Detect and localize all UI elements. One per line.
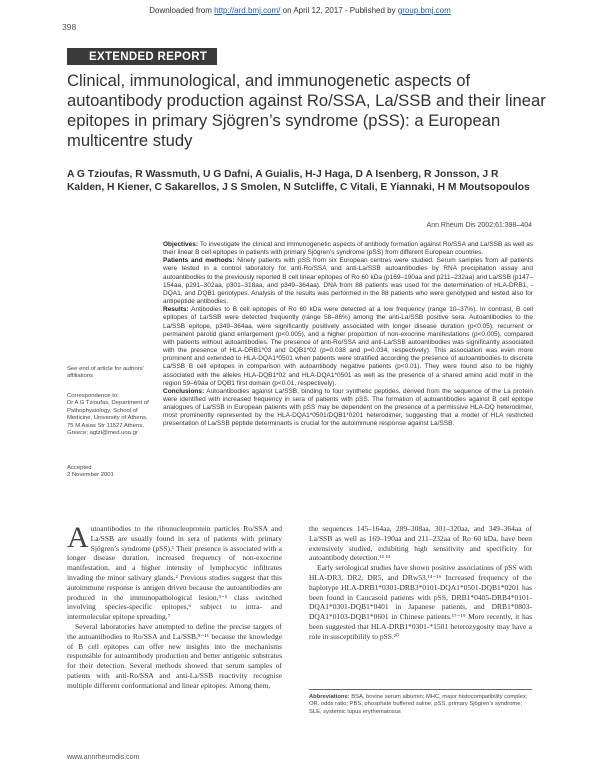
abstract-conclusions bbox=[163, 388, 533, 429]
abstract-results bbox=[163, 306, 533, 388]
abbreviations-box bbox=[309, 689, 532, 716]
abstract-objectives bbox=[163, 241, 533, 257]
intro-paragraph-3: the sequences 145–164aa, 289–308aa, 301–320aa, and 349–364aa of La/SSB as well as 169–190aa and 211–232aa of Ro 60 kDa, have been extensively studied, exhibiting high sensitivity and specificity for autoantibody detection.¹² ¹³ bbox=[309, 524, 532, 563]
abbreviations-heading: Abbreviations: bbox=[309, 694, 350, 700]
accepted-date: 2 November 2001 bbox=[67, 472, 114, 479]
affiliations-note[interactable]: See end of article for authors’ affiliations bbox=[67, 366, 144, 380]
correspondence-label: Correspondence to: bbox=[67, 393, 119, 399]
body-column-right bbox=[309, 524, 532, 642]
abstract bbox=[163, 241, 533, 429]
results-text: Antibodies to B cell epitopes of Ro 60 kDa were detected at a low frequency (range 10–37%). In contrast, B cell epitopes of La/SSB were detected frequently (range 58–86%) among the anti-La/SSB positive sera. Autoantibodies to the La/SSB epitope, p349–364aa, were significantly positively associated with longer disease duration (p<0.05), recurrent or permanent parotid gland enlargement (p<0.005), and a higher proportion of non-exocrine manifestations (p<0.005), compared with patients without autoantibodies. The presence of anti-Ro/SSA and anti-La/SSB autoantibodies was significantly associated with the presence of HLA-DRB1*03 and DQB1*02 (p=0.038 and p=0.034, respectively). This association was even more prominent and extended to HLA-DQA1*0501 when patients were stratified according the presence of autoantibodies to discrete La/SSB B cell epitopes in comparison with autoantibody negative patients (p<0.01). They were found also to be highly associated with the alleles HLA-DQB1*02 and HLA-DQA1*0501 as well as the presence of a shared amino acid motif in the region 59–69aa of DQB1 first domain (p<0.01, respectively). bbox=[163, 306, 533, 387]
footer-url[interactable]: www.annrheumdis.com bbox=[67, 754, 140, 761]
correspondence-address: Dr A G Tzioufas, Department of Pathophysiology, School of Medicine, University of Athens, 75 M Asias Str 11527 Athens, Greece; agtzi@med.uoa.gr bbox=[67, 400, 149, 437]
intro-paragraph-4: Early serological studies have shown positive associations of pSS with HLA-DR3, DR2, DR5, and DRw53.¹⁴⁻¹⁶ Increased frequency of the haplotype HLA-DRB1*0301-DRB3*0101-DQA1*0501-DQB1*0201 has been found in Caucasoid patients with pSS, DRB1*0405-DRB4*0101-DQA1*0301-DQB1*0401 in Japanese patients, and DRB1*0803-DQA1*0103-DQB1*0601 in Chinese patients.¹⁷⁻¹⁹ More recently, it has been suggested that HLA-DRB1*0301-*1501 heterozygosity may have a role in susceptibility to pSS.²⁰ bbox=[309, 563, 532, 641]
results-heading: Results: bbox=[163, 306, 189, 314]
download-link[interactable]: http://ard.bmj.com/ bbox=[214, 6, 281, 15]
page-number: 398 bbox=[62, 22, 77, 32]
intro-paragraph-2: Several laboratories have attempted to define the precise targets of the autoantibodies to Ro/SSA and La/SSB,⁸⁻¹¹ because the knowledge of B cell epitopes can offer new insights into the mechanisms responsible for autoantibody production and better antigenic substrates for their detection. Several methods showed that serum samples of patients with anti-Ro/SSA and anti-La/SSB reactivity recognise multiple different conformational and linear epitopes. Among them, bbox=[67, 621, 282, 690]
article-type-label: EXTENDED REPORT bbox=[67, 48, 217, 65]
author-list: A G Tzioufas, R Wassmuth, U G Dafni, A Guialis, H-J Haga, D A Isenberg, R Jonsson, J R Kalden, H Kiener, C Sakarellos, J S Smolen, N Sutcliffe, C Vitali, E Yiannaki, H M Moutsopoulos bbox=[67, 169, 530, 193]
intro-paragraph-1-text: utoantibodies to the ribonucleoprotein particles Ro/SSA and La/SSB are usually found in sera of patients with primary Sjögren’s syndrome (pSS).¹ Their presence is associated with a longer disease duration, increased frequency of non-exocrine manifestation, and a higher intensity of lymphocytic infiltrates invading the minor salivary glands.² Previous studies suggest that this autoimmune response is antigen driven because the autoantibodies are produced in the immunopathological lesion,³⁻⁵ class switched involving species-specific epitopes,⁶ subject to intra- and intermolecular epitope spreading.⁷ bbox=[67, 524, 282, 622]
body-column-left bbox=[67, 521, 282, 691]
article-title: Clinical, immunological, and immunogenetic aspects of autoantibody production against Ro/SSA, La/SSB and their linear epitopes in primary Sjögren’s syndrome (pSS): a European multicentre study bbox=[67, 71, 546, 150]
drop-cap: A bbox=[67, 521, 89, 554]
journal-citation: Ann Rheum Dis 2002;61:398–404 bbox=[426, 222, 532, 229]
objectives-heading: Objectives: bbox=[163, 241, 199, 248]
objectives-text: To investigate the clinical and immunogenetic aspects of antibody formation against Ro/SSA and La/SSB as well as their linear B cell epitopes in patients with primary Sjögren’s syndrome (pSS) from different European countries. bbox=[163, 241, 533, 257]
conclusions-text: Autoantibodies against La/SSB, binding to four synthetic peptides, derived from the sequence of the La protein were identified with increased frequency in sera of patients with pSS. The formation of autoantibodies against B cell epitope analogues of La/SSB in European patients with pSS may be dependent on the presence of a permissive HLA-DQ heterodimer, most prominently represented by the HLA-DQA1*0501/DQB1*0201 heterodimer, suggesting that a model of HLA restricted presentation of La/SSB peptide determinants is crucial for the autoimmune response against La/SSB. bbox=[163, 387, 533, 428]
accepted-label: Accepted bbox=[67, 465, 92, 471]
methods-text: Ninety patients with pSS from six European centres were studied. Serum samples from all patients were tested in a control laboratory for anti-Ro/SSA and anti-La/SSB autoantibodies by RNA precipitation assay and autoantibodies to the previously reported B cell linear epitopes of Ro 60 kDa (p169–190aa and p211–232aa) and La/SSB (p147–154aa, p291–302aa, p301–318aa, and p349–364aa). DNA from 88 patients was used for the determination of HLA-DRB1, -DQA1, and DQB1 genotypes. Analysis of the results was performed in the 88 patients who were genotyped and tested also for antipeptide antibodies. bbox=[163, 257, 533, 306]
methods-heading: Patients and methods: bbox=[163, 257, 235, 265]
publisher-link[interactable]: group.bmj.com bbox=[397, 6, 451, 15]
download-mid: on April 12, 2017 - Published by bbox=[282, 6, 396, 15]
abstract-methods bbox=[163, 257, 533, 306]
conclusions-heading: Conclusions: bbox=[163, 387, 205, 395]
download-banner bbox=[0, 6, 600, 15]
abbreviations-text: BSA, bovine serum albumin; MHC, major histocompatibility complex; OR, odds ratio; PBS, phosphate buffered saline; pSS, primary Sjögren’s syndrome; SLE, systemic lupus erythematosus bbox=[309, 694, 528, 715]
correspondence-note bbox=[67, 393, 153, 437]
accepted-note bbox=[67, 465, 153, 480]
download-prefix: Downloaded from bbox=[149, 6, 212, 15]
intro-paragraph-1 bbox=[67, 521, 282, 622]
